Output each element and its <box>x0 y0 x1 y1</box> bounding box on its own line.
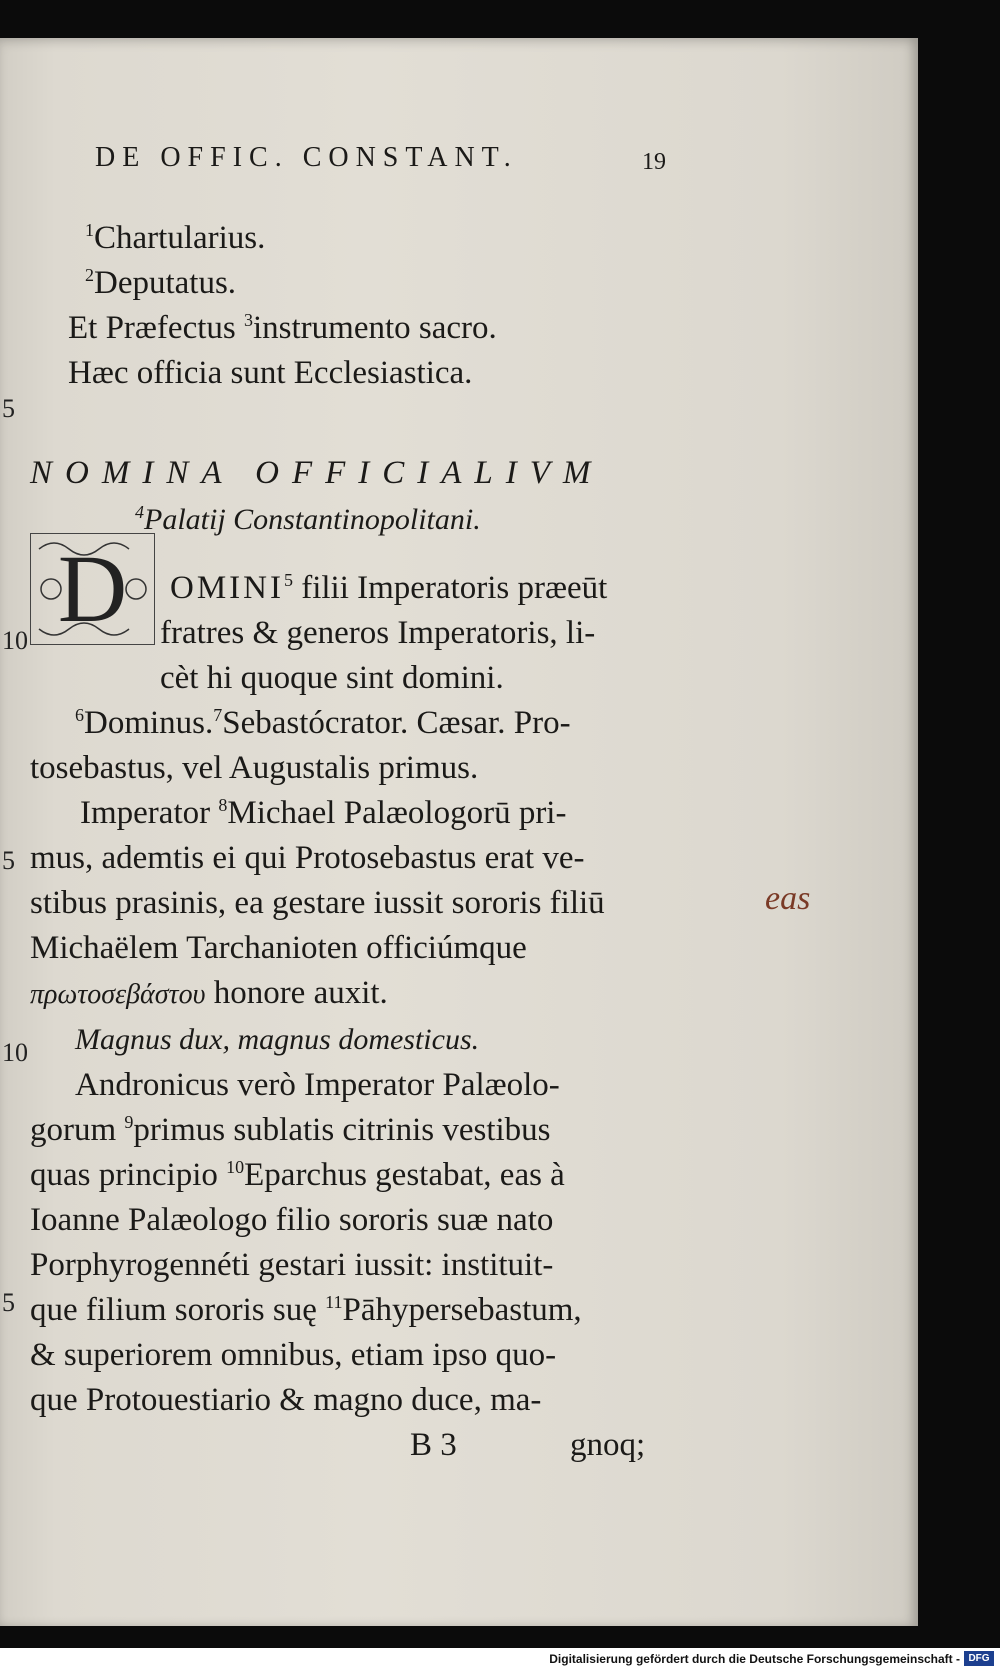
text-line-3: Et Præfectus $^3$instrumento sacro. <box>68 310 497 346</box>
drop-line-1: OMINI$^5$ filii Imperatoris præeūt <box>170 570 608 606</box>
digitization-footer <box>0 1648 1000 1670</box>
footer-text: Digitalisierung gefördert durch die Deutsche Forschungsgemeinschaft - <box>549 1652 960 1666</box>
margin-number: 10 <box>2 626 28 655</box>
text-line-2: $^2$Deputatus. <box>85 265 237 301</box>
body-line-13: Porphyrogennéti gestari iussit: instituit- <box>30 1247 554 1283</box>
decorated-initial <box>30 533 155 645</box>
body-line-6: Michaëlem Tarchanioten officiúmque <box>30 930 527 966</box>
folio-number: 19 <box>642 149 666 175</box>
body-line-16: que Protouestiario & magno duce, ma- <box>30 1382 542 1418</box>
margin-number: 5 <box>2 846 15 875</box>
body-line-3: Imperator $^8$Michael Palæologorū pri- <box>80 795 567 831</box>
body-line-5: stibus prasinis, ea gestare iussit sororis filiū <box>30 885 605 921</box>
signature-mark: B 3 <box>410 1427 457 1463</box>
body-line-4: mus, ademtis ei qui Protosebastus erat ve- <box>30 840 585 876</box>
running-title: DE OFFIC. CONSTANT. <box>95 142 518 173</box>
section-subrubric: $^4$Palatij Constantinopolitani. <box>135 502 481 536</box>
margin-number: 5 <box>2 1288 15 1317</box>
initial-ornament-icon <box>31 534 156 646</box>
section-rubric: NOMINA OFFICIALIVM <box>30 455 604 491</box>
body-line-15: & superiorem omnibus, etiam ipso quo- <box>30 1337 557 1373</box>
body-line-10: gorum $^9$primus sublatis citrinis vestibus <box>30 1112 551 1148</box>
drop-line-3: cèt hi quoque sint domini. <box>160 660 504 696</box>
handwritten-note: eas <box>765 880 811 917</box>
book-page <box>0 38 918 1626</box>
text-line-1: $^1$Chartularius. <box>85 220 266 256</box>
text-line-4: Hæc officia sunt Ecclesiastica. <box>68 355 473 391</box>
body-line-12: Ioanne Palæologo filio sororis suæ nato <box>30 1202 554 1238</box>
body-line-2: tosebastus, vel Augustalis primus. <box>30 750 479 786</box>
body-line-1: $^6$Dominus.$^7$Sebastócrator. Cæsar. Pro- <box>75 705 571 741</box>
body-line-8: Magnus dux, magnus domesticus. <box>75 1023 480 1056</box>
catchword: gnoq; <box>570 1427 646 1463</box>
drop-line-2: fratres & generos Imperatoris, li- <box>160 615 596 651</box>
body-line-14: que filium sororis suę $^{11}$Pāhypersebastum, <box>30 1292 582 1328</box>
initial-letter: D <box>57 535 128 642</box>
body-line-9: Andronicus verò Imperator Palæolo- <box>75 1067 560 1103</box>
dfg-logo: DFG <box>964 1651 994 1666</box>
body-line-7: πρωτοσεβάστου honore auxit. <box>30 975 388 1011</box>
margin-number: 5 <box>2 394 15 423</box>
margin-number: 10 <box>2 1038 28 1067</box>
body-line-11: quas principio $^{10}$Eparchus gestabat, eas à <box>30 1157 565 1193</box>
